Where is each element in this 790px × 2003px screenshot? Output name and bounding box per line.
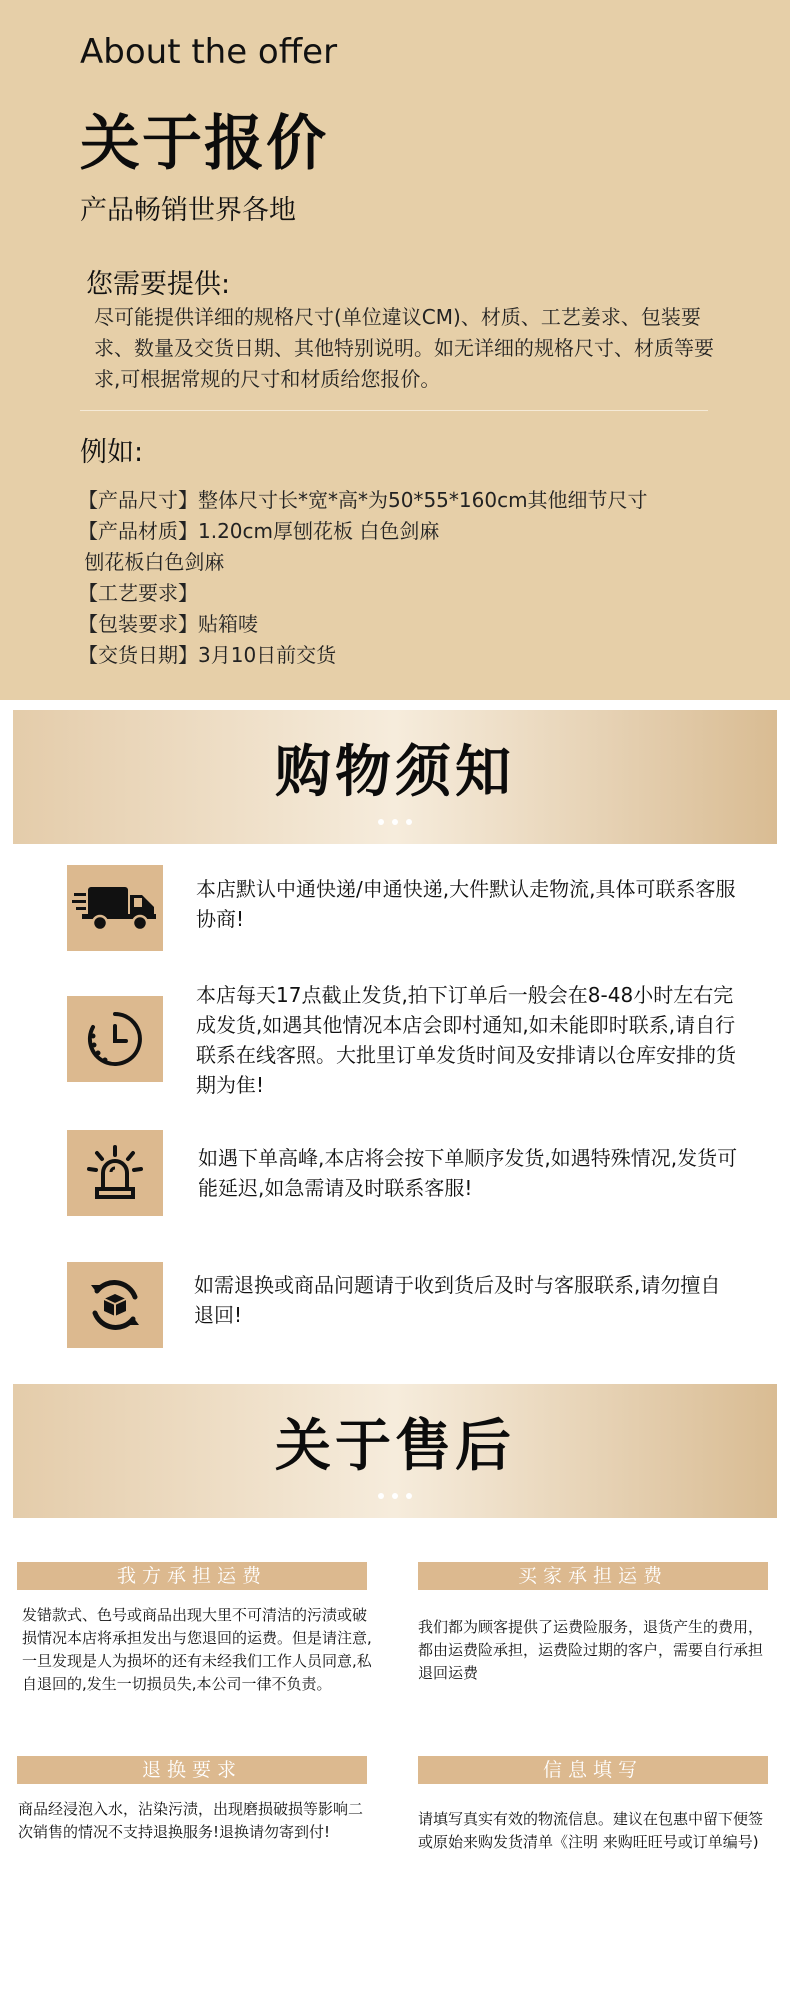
info-fill-text: 请填写真实有效的物流信息。建议在包惠中留下便签或原始来购发货清单《注明 来购旺旺号或订单编号) (418, 1810, 764, 1851)
buyer-pays-heading: 买家承担运费 (418, 1562, 768, 1590)
spec-item: 【交货日期】3月10日前交货 (78, 643, 337, 667)
notice-text: 如需退换或商品问题请于收到货后及时与客服联系,请勿擅自退回! (194, 1273, 721, 1327)
shopping-notice-title: 购物须知 (275, 740, 515, 805)
banner-dots (13, 810, 777, 829)
notice-text: 本店每天17点截止发货,拍下订单后一般会在8-48小时左右完成发货,如遇其他情况本店会即村通知,如未能即时联系,请自行联系在线客照。大批里订单发货时间及安排请以仓库安排的货期为隹! (196, 983, 736, 1097)
spec-item: 刨花板白色剑麻 (78, 550, 225, 574)
spec-item: 【工艺要求】 (78, 581, 198, 605)
spec-item: 【产品材质】1.20cm厚刨花板 白色剑麻 (78, 519, 440, 543)
seller-pays-heading: 我方承担运费 (17, 1562, 367, 1590)
shopping-notice-banner (13, 710, 777, 844)
return-requirements-heading: 退换要求 (17, 1756, 367, 1784)
seller-pays-text: 发错款式、色号或商品出现大里不可清洁的污渍或破损情况本店将承担发出与您退回的运费。但是请注意,一旦发现是人为损坏的还有未经我们工作人员同意,私自退回的,发生一切损员失,本公司一律不负责。 (22, 1606, 372, 1693)
need-heading: 您需要提供: (86, 269, 231, 300)
need-text: 尽可能提供详细的规格尺寸(单位違议CM)、材质、工艺姜求、包装要求、数量及交货日期、其他特别说明。如无详细的规格尺寸、材质等要求,可根据常规的尺寸和材质给您报价。 (94, 305, 714, 391)
banner-dots (13, 1484, 777, 1503)
after-sales-banner (13, 1384, 777, 1518)
notice-text: 本店默认中通快递/申通快递,大件默认走物流,具体可联系客服协商! (196, 877, 736, 931)
spec-item: 【包装要求】贴箱唛 (78, 612, 258, 636)
about-offer-section (0, 0, 790, 700)
alarm-light-icon (67, 1130, 163, 1216)
after-sales-title: 关于售后 (275, 1414, 515, 1479)
notice-text: 如遇下单高峰,本店将会按下单顺序发货,如遇特殊情况,发货可能延迟,如急需请及时联系客服! (198, 1146, 738, 1200)
offer-chinese-title: 关于报价 (80, 109, 328, 179)
example-heading: 例如: (80, 437, 144, 468)
offer-english-title: About the offer (80, 32, 338, 72)
info-fill-heading: 信息填写 (418, 1756, 768, 1784)
clock-icon (67, 996, 163, 1082)
buyer-pays-text: 我们都为顾客提供了运费险服务，退货产生的费用，都由运费险承担，运费险过期的客户，需要自行承担退回运费 (418, 1618, 764, 1682)
offer-subtitle: 产品畅销世界各地 (80, 195, 296, 226)
delivery-truck-icon (67, 865, 163, 951)
spec-list (78, 485, 648, 671)
spec-item: 【产品尺寸】整体尺寸长*宽*高*为50*55*160cm其他细节尺寸 (78, 488, 648, 512)
offer-divider (80, 410, 708, 411)
return-box-icon (67, 1262, 163, 1348)
return-requirements-text: 商品经浸泡入水，沾染污渍，出现磨损破损等影响二次销售的情况不支持退换服务!退换请勿寄到付! (18, 1800, 364, 1841)
